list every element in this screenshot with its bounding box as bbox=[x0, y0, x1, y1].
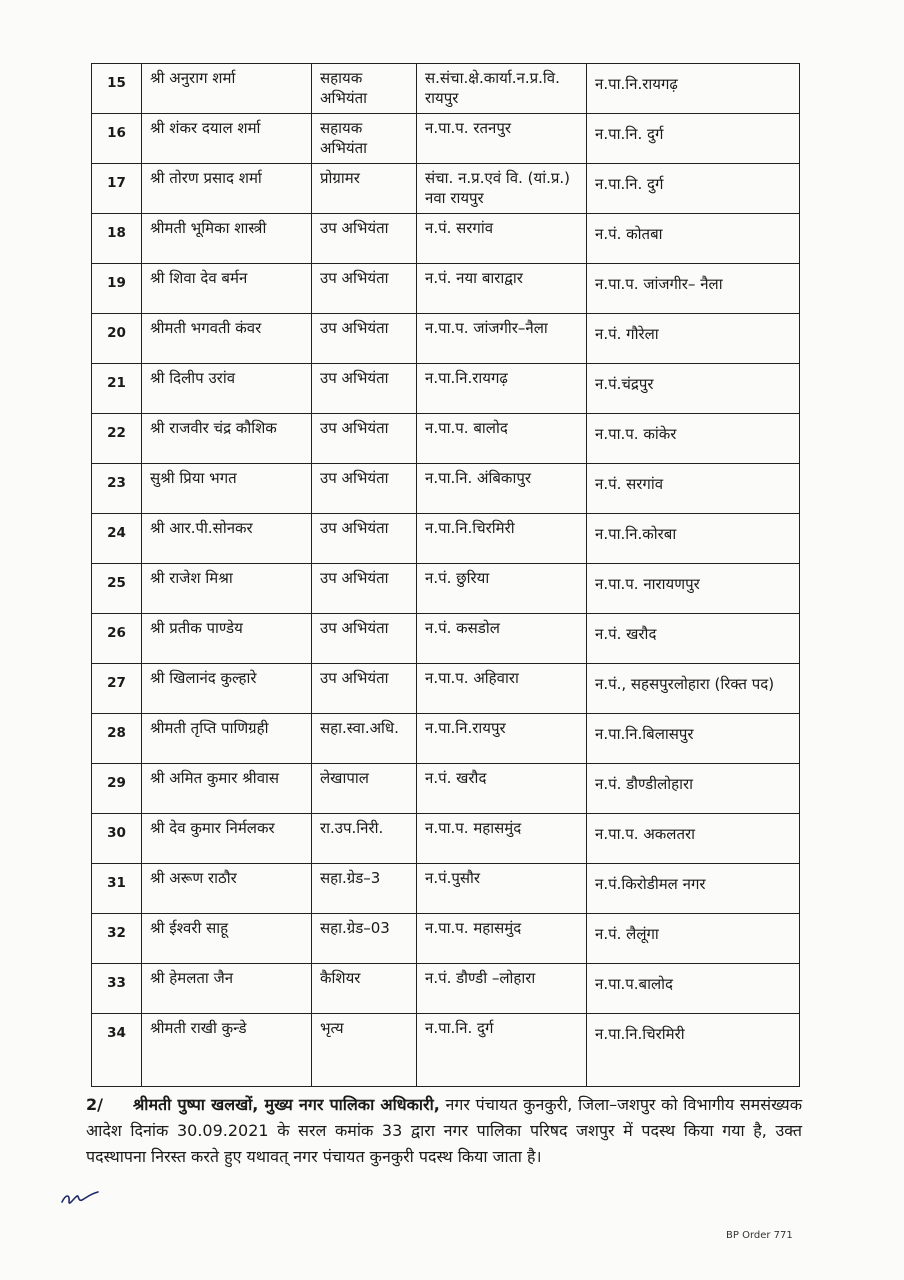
current-posting-cell: न.पं. खरौद bbox=[417, 764, 587, 814]
designation-cell: उप अभियंता bbox=[312, 514, 417, 564]
designation-cell: सहायक अभियंता bbox=[312, 114, 417, 164]
table-row bbox=[92, 664, 800, 714]
designation-cell: सहायक अभियंता bbox=[312, 64, 417, 114]
current-posting-cell: न.पा.प. रतनपुर bbox=[417, 114, 587, 164]
table-row bbox=[92, 514, 800, 564]
serial-number-cell: 19 bbox=[92, 264, 142, 314]
designation-cell: उप अभियंता bbox=[312, 264, 417, 314]
serial-number-cell: 25 bbox=[92, 564, 142, 614]
new-posting-cell: न.पा.नि. दुर्ग bbox=[587, 164, 800, 214]
table-row bbox=[92, 814, 800, 864]
employee-name-cell: श्री शिवा देव बर्मन bbox=[142, 264, 312, 314]
serial-number-cell: 20 bbox=[92, 314, 142, 364]
designation-cell: सहा.ग्रेड–03 bbox=[312, 914, 417, 964]
serial-number-cell: 34 bbox=[92, 1014, 142, 1087]
paragraph-body: नगर पंचायत कुनकुरी, जिला–जशपुर को विभागीय समसंख्यक आदेश दिनांक 30.09.2021 के सरल कमांक 33 द्वारा नगर पालिका परिषद जशपुर में पदस्थ किया गया है, उक्त पदस्थापना निरस्त करते हुए यथावत् नगर पंचायत कुनकुरी पदस्थ किया जाता है। bbox=[86, 1095, 802, 1166]
designation-cell: सहा.ग्रेड–3 bbox=[312, 864, 417, 914]
designation-cell: सहा.स्वा.अधि. bbox=[312, 714, 417, 764]
employee-name-cell: श्री राजवीर चंद्र कौशिक bbox=[142, 414, 312, 464]
paragraph-number: 2/ bbox=[86, 1095, 103, 1114]
designation-cell: भृत्य bbox=[312, 1014, 417, 1087]
employee-name-cell: श्री प्रतीक पाण्डेय bbox=[142, 614, 312, 664]
employee-name-cell: श्रीमती भगवती कंवर bbox=[142, 314, 312, 364]
table-row bbox=[92, 164, 800, 214]
employee-name-cell: श्री देव कुमार निर्मलकर bbox=[142, 814, 312, 864]
table-row bbox=[92, 64, 800, 114]
current-posting-cell: स.संचा.क्षे.कार्या.न.प्र.वि. रायपुर bbox=[417, 64, 587, 114]
current-posting-cell: न.पा.नि. अंबिकापुर bbox=[417, 464, 587, 514]
table-row bbox=[92, 714, 800, 764]
table-row bbox=[92, 614, 800, 664]
new-posting-cell: न.पं. डौण्डीलोहारा bbox=[587, 764, 800, 814]
serial-number-cell: 31 bbox=[92, 864, 142, 914]
employee-name-cell: श्री राजेश मिश्रा bbox=[142, 564, 312, 614]
table-row bbox=[92, 964, 800, 1014]
current-posting-cell: न.पा.नि.रायपुर bbox=[417, 714, 587, 764]
new-posting-cell: न.पा.नि.रायगढ़ bbox=[587, 64, 800, 114]
new-posting-cell: न.पा.प. जांजगीर– नैला bbox=[587, 264, 800, 314]
current-posting-cell: न.पा.प. महासमुंद bbox=[417, 814, 587, 864]
new-posting-cell: न.पा.प.बालोद bbox=[587, 964, 800, 1014]
serial-number-cell: 30 bbox=[92, 814, 142, 864]
designation-cell: उप अभियंता bbox=[312, 314, 417, 364]
current-posting-cell: न.पा.नि. दुर्ग bbox=[417, 1014, 587, 1087]
current-posting-cell: न.पं. नया बाराद्वार bbox=[417, 264, 587, 314]
serial-number-cell: 33 bbox=[92, 964, 142, 1014]
order-reference-code: BP Order 771 bbox=[726, 1230, 793, 1241]
employee-name-cell: श्रीमती भूमिका शास्त्री bbox=[142, 214, 312, 264]
table-row bbox=[92, 464, 800, 514]
new-posting-cell: न.पं. खरौद bbox=[587, 614, 800, 664]
employee-name-cell: सुश्री प्रिया भगत bbox=[142, 464, 312, 514]
current-posting-cell: संचा. न.प्र.एवं वि. (यां.प्र.) नवा रायपुर bbox=[417, 164, 587, 214]
designation-cell: उप अभियंता bbox=[312, 614, 417, 664]
table-row bbox=[92, 914, 800, 964]
new-posting-cell: न.पा.नि.कोरबा bbox=[587, 514, 800, 564]
order-paragraph-2 bbox=[86, 1092, 802, 1170]
transfer-table bbox=[91, 63, 800, 1087]
serial-number-cell: 32 bbox=[92, 914, 142, 964]
serial-number-cell: 24 bbox=[92, 514, 142, 564]
new-posting-cell: न.पा.प. अकलतरा bbox=[587, 814, 800, 864]
serial-number-cell: 26 bbox=[92, 614, 142, 664]
employee-name-cell: श्री तोरण प्रसाद शर्मा bbox=[142, 164, 312, 214]
employee-name-cell: श्री आर.पी.सोनकर bbox=[142, 514, 312, 564]
designation-cell: उप अभियंता bbox=[312, 364, 417, 414]
serial-number-cell: 28 bbox=[92, 714, 142, 764]
table-row bbox=[92, 264, 800, 314]
current-posting-cell: न.पं. छुरिया bbox=[417, 564, 587, 614]
new-posting-cell: न.पं. लैलूंगा bbox=[587, 914, 800, 964]
table-row bbox=[92, 114, 800, 164]
signature-mark bbox=[60, 1188, 100, 1210]
designation-cell: उप अभियंता bbox=[312, 564, 417, 614]
current-posting-cell: न.पा.प. अहिवारा bbox=[417, 664, 587, 714]
current-posting-cell: न.पं. डौण्डी –लोहारा bbox=[417, 964, 587, 1014]
employee-name-cell: श्री खिलानंद कुल्हारे bbox=[142, 664, 312, 714]
table-row bbox=[92, 364, 800, 414]
new-posting-cell: न.पा.नि.बिलासपुर bbox=[587, 714, 800, 764]
designation-cell: लेखापाल bbox=[312, 764, 417, 814]
paragraph-bold-lead: श्रीमती पुष्पा खलखों, मुख्य नगर पालिका अधिकारी, bbox=[132, 1095, 440, 1114]
serial-number-cell: 18 bbox=[92, 214, 142, 264]
new-posting-cell: न.पा.प. नारायणपुर bbox=[587, 564, 800, 614]
current-posting-cell: न.पं. सरगांव bbox=[417, 214, 587, 264]
employee-name-cell: श्री हेमलता जैन bbox=[142, 964, 312, 1014]
serial-number-cell: 23 bbox=[92, 464, 142, 514]
employee-name-cell: श्रीमती तृप्ति पाणिग्रही bbox=[142, 714, 312, 764]
table-row bbox=[92, 414, 800, 464]
designation-cell: रा.उप.निरी. bbox=[312, 814, 417, 864]
current-posting-cell: न.पा.नि.रायगढ़ bbox=[417, 364, 587, 414]
serial-number-cell: 15 bbox=[92, 64, 142, 114]
table-row bbox=[92, 864, 800, 914]
designation-cell: उप अभियंता bbox=[312, 464, 417, 514]
designation-cell: कैशियर bbox=[312, 964, 417, 1014]
table-row bbox=[92, 764, 800, 814]
new-posting-cell: न.पं.चंद्रपुर bbox=[587, 364, 800, 414]
new-posting-cell: न.पं.किरोडीमल नगर bbox=[587, 864, 800, 914]
table-row bbox=[92, 214, 800, 264]
transfer-table-container bbox=[91, 63, 799, 1087]
employee-name-cell: श्री दिलीप उरांव bbox=[142, 364, 312, 414]
table-row bbox=[92, 564, 800, 614]
current-posting-cell: न.पं. कसडोल bbox=[417, 614, 587, 664]
new-posting-cell: न.पा.प. कांकेर bbox=[587, 414, 800, 464]
designation-cell: उप अभियंता bbox=[312, 414, 417, 464]
employee-name-cell: श्री ईश्वरी साहू bbox=[142, 914, 312, 964]
serial-number-cell: 21 bbox=[92, 364, 142, 414]
employee-name-cell: श्री अरूण राठौर bbox=[142, 864, 312, 914]
new-posting-cell: न.पं. गौरेला bbox=[587, 314, 800, 364]
designation-cell: उप अभियंता bbox=[312, 664, 417, 714]
current-posting-cell: न.पं.पुसौर bbox=[417, 864, 587, 914]
designation-cell: प्रोग्रामर bbox=[312, 164, 417, 214]
current-posting-cell: न.पा.नि.चिरमिरी bbox=[417, 514, 587, 564]
table-row bbox=[92, 1014, 800, 1087]
new-posting-cell: न.पं. सरगांव bbox=[587, 464, 800, 514]
designation-cell: उप अभियंता bbox=[312, 214, 417, 264]
employee-name-cell: श्रीमती राखी कुन्डे bbox=[142, 1014, 312, 1087]
current-posting-cell: न.पा.प. बालोद bbox=[417, 414, 587, 464]
employee-name-cell: श्री शंकर दयाल शर्मा bbox=[142, 114, 312, 164]
current-posting-cell: न.पा.प. जांजगीर–नैला bbox=[417, 314, 587, 364]
new-posting-cell: न.पा.नि. दुर्ग bbox=[587, 114, 800, 164]
new-posting-cell: न.पं. कोतबा bbox=[587, 214, 800, 264]
transfer-table-body bbox=[92, 64, 800, 1087]
current-posting-cell: न.पा.प. महासमुंद bbox=[417, 914, 587, 964]
serial-number-cell: 27 bbox=[92, 664, 142, 714]
employee-name-cell: श्री अनुराग शर्मा bbox=[142, 64, 312, 114]
serial-number-cell: 16 bbox=[92, 114, 142, 164]
serial-number-cell: 29 bbox=[92, 764, 142, 814]
employee-name-cell: श्री अमित कुमार श्रीवास bbox=[142, 764, 312, 814]
serial-number-cell: 17 bbox=[92, 164, 142, 214]
new-posting-cell: न.पा.नि.चिरमिरी bbox=[587, 1014, 800, 1087]
table-row bbox=[92, 314, 800, 364]
serial-number-cell: 22 bbox=[92, 414, 142, 464]
new-posting-cell: न.पं., सहसपुरलोहारा (रिक्त पद) bbox=[587, 664, 800, 714]
